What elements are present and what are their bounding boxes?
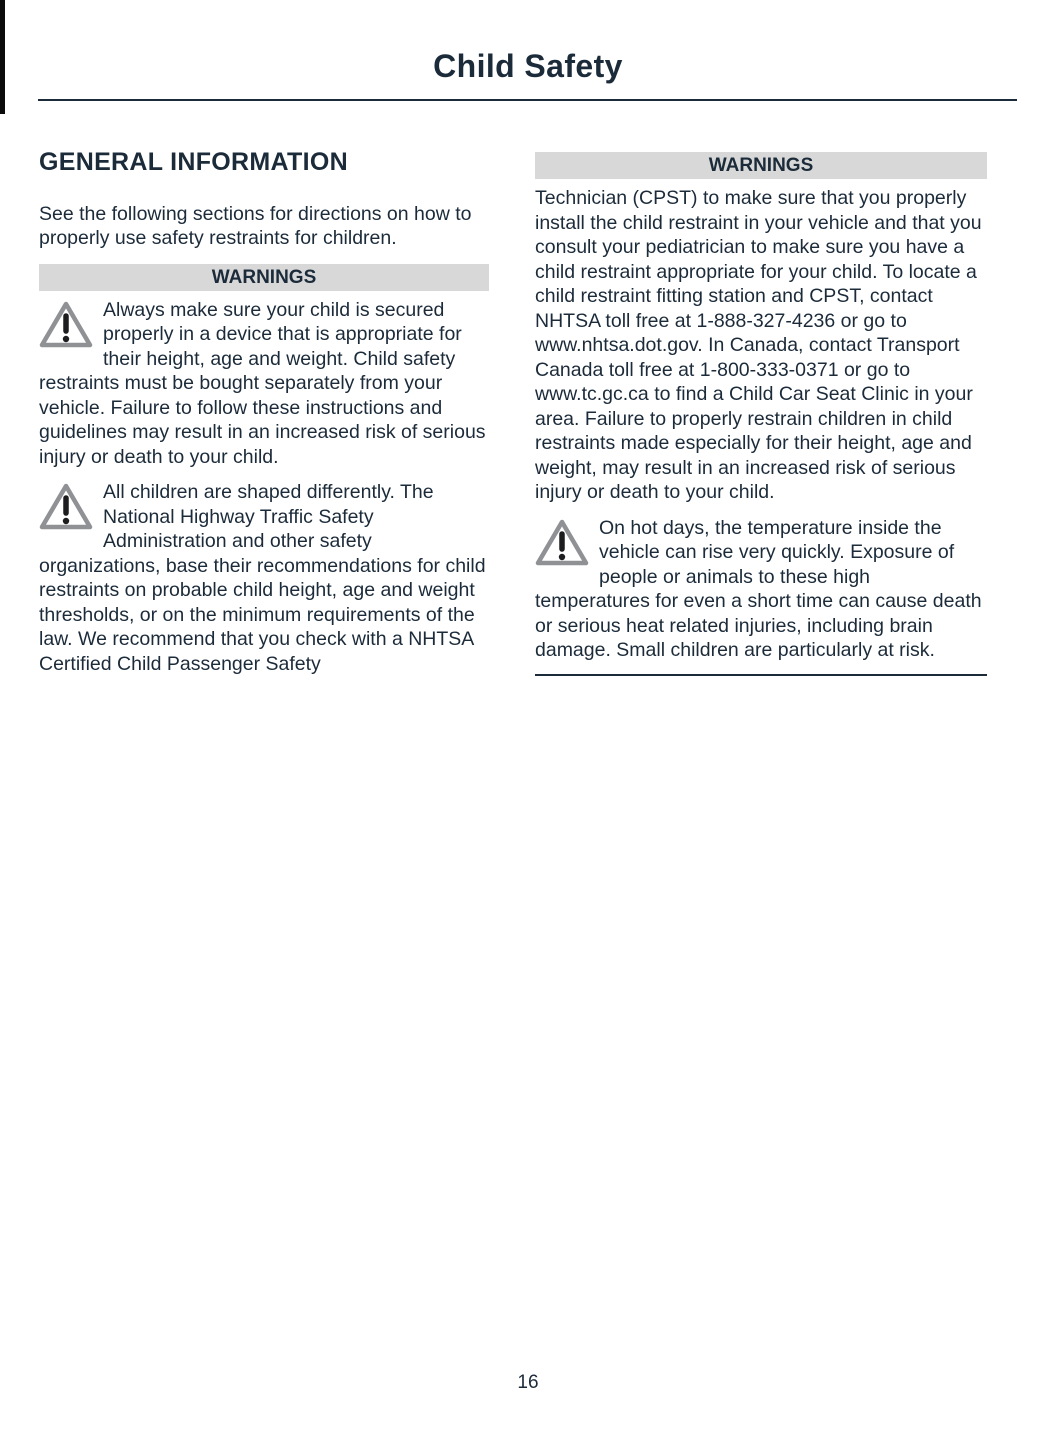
warnings-header: WARNINGS xyxy=(535,152,987,179)
warnings-header: WARNINGS xyxy=(39,264,489,291)
right-column xyxy=(535,152,987,676)
warning-text: Technician (CPST) to make sure that you properly install the child restraint in your vehicle and that you consult your pediatrician to make sure you have a child restraint appropriate for your child. To locate a child restraint fitting station and CPST, contact NHTSA toll free at 1-888-327-4236 or go to www.nhtsa.dot.gov. In Canada, contact Transport Canada toll free at 1-800-333-0371 or go to www.tc.gc.ca to find a Child Car Seat Clinic in your area. Failure to properly restrain children in child restraints made especially for their height, age and weight, may result in an increased risk of serious injury or death to your child. xyxy=(535,187,982,503)
section-end-divider xyxy=(535,674,987,676)
page-title: Child Safety xyxy=(433,48,623,84)
warning-item xyxy=(39,480,489,676)
section-heading: GENERAL INFORMATION xyxy=(39,148,348,176)
title-divider xyxy=(38,99,1017,101)
warning-text: Always make sure your child is secured properly in a device that is appropriate for their height, age and weight. Child safety restraints must be bought separately from your vehicle. Failure to follow these instructions and guidelines may result in an increased risk of serious injury or death to your child. xyxy=(39,298,486,468)
warning-triangle-icon xyxy=(39,300,93,350)
warning-text: On hot days, the temperature inside the vehicle can rise very quickly. Exposure of people or animals to these high temperatures for even a short time can cause death or serious heat related injuries, including brain damage. Small children are particularly at risk. xyxy=(535,516,982,661)
warning-triangle-icon xyxy=(39,482,93,532)
warning-text: All children are shaped differently. The National Highway Traffic Safety Administration and other safety organizations, base their recommendations for child restraints on probable child height, age and weight thresholds, or on the minimum requirements of the law. We recommend that you check with a NHTSA Certified Child Passenger Safety xyxy=(39,481,486,675)
left-column xyxy=(39,150,489,687)
intro-paragraph: See the following sections for directions on how to properly use safety restraints for children. xyxy=(39,202,472,249)
warning-item xyxy=(535,516,987,663)
warning-triangle-icon xyxy=(535,518,589,568)
warning-item xyxy=(39,298,489,470)
warning-item-continuation xyxy=(535,186,987,505)
page-number: 16 xyxy=(517,1372,539,1393)
